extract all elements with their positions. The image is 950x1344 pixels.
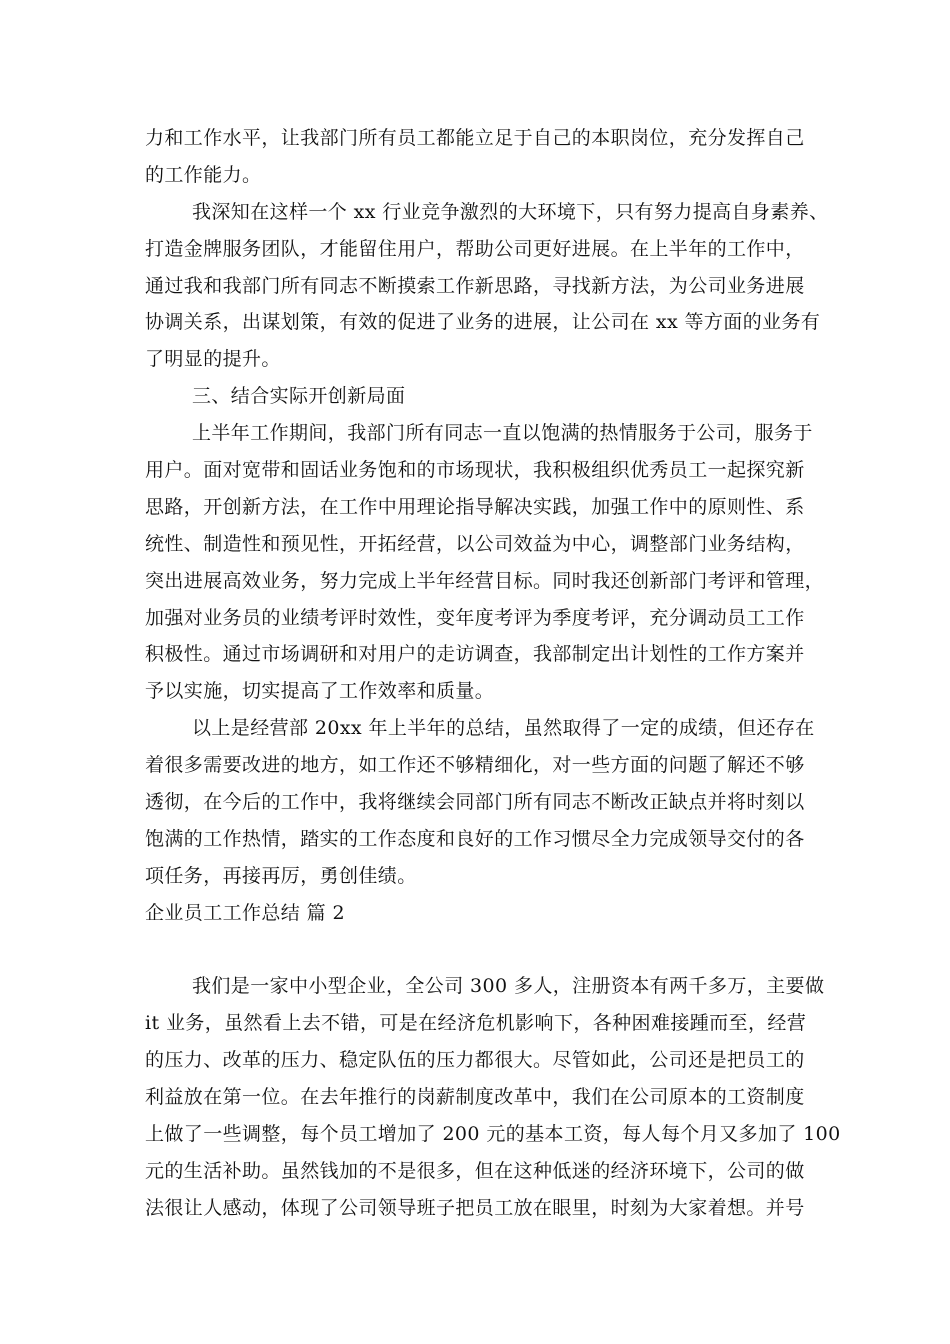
section-heading: 企业员工工作总结 篇 2 [145,901,345,924]
text-line: 的工作能力。 [145,163,262,186]
text-line: 以上是经营部 20xx 年上半年的总结，虽然取得了一定的成绩，但还存在 [192,717,815,740]
text-line: 了明显的提升。 [145,348,281,371]
text-line: it 业务，虽然看上去不错，可是在经济危机影响下，各种困难接踵而至，经营 [145,1012,807,1035]
text-line: 饱满的工作热情，踏实的工作态度和良好的工作习惯尽全力完成领导交付的各 [145,827,805,850]
text-line: 积极性。通过市场调研和对用户的走访调查，我部制定出计划性的工作方案并 [145,643,805,666]
text-line: 三、结合实际开创新局面 [192,385,406,408]
text-line: 利益放在第一位。在去年推行的岗薪制度改革中，我们在公司原本的工资制度 [145,1086,805,1109]
text-line: 打造金牌服务团队，才能留住用户，帮助公司更好进展。在上半年的工作中， [145,237,805,260]
text-line: 统性、制造性和预见性，开拓经营，以公司效益为中心，调整部门业务结构， [145,532,805,555]
blank-line [145,932,810,969]
text-line: 项任务，再接再厉，勇创佳绩。 [145,864,417,887]
text-line: 透彻，在今后的工作中，我将继续会同部门所有同志不断改正缺点并将时刻以 [145,791,805,814]
text-line: 法很让人感动，体现了公司领导班子把员工放在眼里，时刻为大家着想。并号 [145,1196,805,1219]
text-line: 予以实施，切实提高了工作效率和质量。 [145,680,495,703]
document-body [145,120,841,1227]
text-line: 的压力、改革的压力、稳定队伍的压力都很大。尽管如此，公司还是把员工的 [145,1049,805,1072]
text-line: 通过我和我部门所有同志不断摸索工作新思路，寻找新方法，为公司业务进展 [145,274,805,297]
text-line: 上半年工作期间，我部门所有同志一直以饱满的热情服务于公司，服务于 [192,422,813,445]
text-line: 元的生活补助。虽然钱加的不是很多，但在这种低迷的经济环境下，公司的做 [145,1159,805,1182]
text-line: 思路，开创新方法，在工作中用理论指导解决实践，加强工作中的原则性、系 [145,495,805,518]
text-line: 力和工作水平，让我部门所有员工都能立足于自己的本职岗位，充分发挥自己 [145,127,805,149]
text-line: 我们是一家中小型企业，全公司 300 多人，注册资本有两千多万，主要做 [192,975,825,998]
text-line: 协调关系，出谋划策，有效的促进了业务的进展，让公司在 xx 等方面的业务有 [145,311,821,334]
text-line: 上做了一些调整，每个员工增加了 200 元的基本工资，每人每个月又多加了 100 [145,1123,841,1146]
text-line: 着很多需要改进的地方，如工作还不够精细化，对一些方面的问题了解还不够 [145,754,805,777]
text-line: 加强对业务员的业绩考评时效性，变年度考评为季度考评，充分调动员工工作 [145,606,805,629]
text-line: 突出进展高效业务，努力完成上半年经营目标。同时我还创新部门考评和管理， [145,569,825,592]
text-line: 我深知在这样一个 xx 行业竞争激烈的大环境下，只有努力提高自身素养、 [192,200,829,223]
document-page [145,120,841,1227]
text-line: 用户。面对宽带和固话业务饱和的市场现状，我积极组织优秀员工一起探究新 [145,459,805,482]
